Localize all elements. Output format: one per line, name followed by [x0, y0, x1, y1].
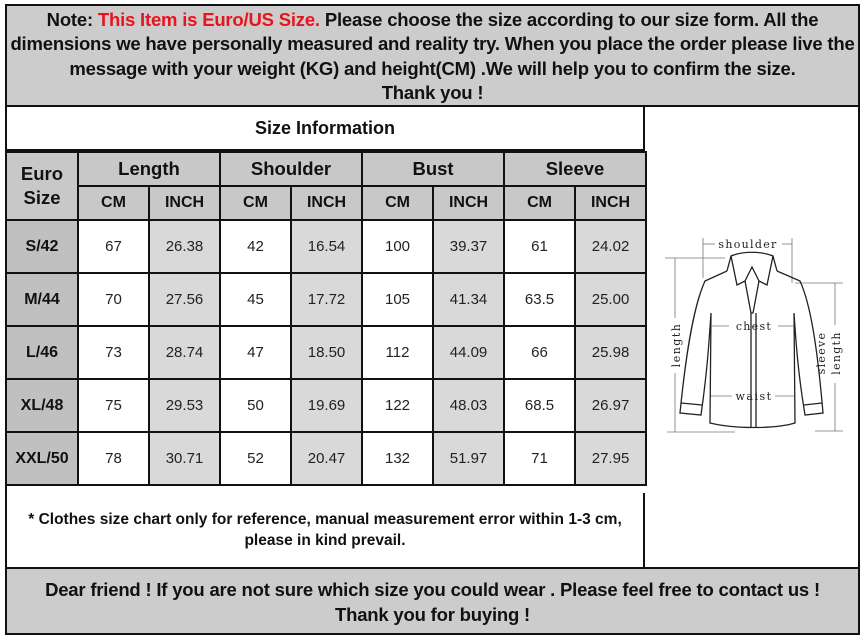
shoulder-cm-cell: 47	[220, 326, 291, 379]
bust-inch-cell: 44.09	[433, 326, 504, 379]
bust-cm-cell: 122	[362, 379, 433, 432]
size-cell: L/46	[7, 326, 78, 379]
size-cell: XXL/50	[7, 432, 78, 485]
footnote	[7, 493, 645, 567]
sleeve-inch-cell: 27.95	[575, 432, 646, 485]
group-header-sleeve: Sleeve	[504, 152, 646, 186]
contact-line-1: Dear friend ! If you are not sure which size you could wear . Please feel free to contact us !	[45, 579, 820, 600]
footnote-line-2: please in kind prevail.	[244, 532, 406, 549]
unit-header-inch: INCH	[149, 186, 220, 220]
length-cm-cell: 73	[78, 326, 149, 379]
sleeve-inch-cell: 26.97	[575, 379, 646, 432]
table-row	[7, 220, 646, 273]
unit-header-cm: CM	[78, 186, 149, 220]
footnote-line-1: * Clothes size chart only for reference, manual measurement error within 1-3 cm,	[28, 511, 622, 528]
euro-label: Euro	[20, 163, 64, 184]
size-cell: M/44	[7, 273, 78, 326]
size-table	[7, 151, 647, 486]
unit-header-cm: CM	[362, 186, 433, 220]
shirt-measurement-icon	[665, 233, 845, 433]
table-row	[7, 379, 646, 432]
unit-header-inch: INCH	[575, 186, 646, 220]
bust-cm-cell: 100	[362, 220, 433, 273]
sleeve-inch-cell: 24.02	[575, 220, 646, 273]
shoulder-label: shoulder	[718, 238, 778, 251]
shoulder-cm-cell: 42	[220, 220, 291, 273]
sleeve-cm-cell: 63.5	[504, 273, 575, 326]
shirt-diagram	[647, 107, 858, 567]
size-information-section	[7, 107, 858, 567]
table-row	[7, 326, 646, 379]
chest-label: chest	[735, 320, 773, 333]
bust-inch-cell: 41.34	[433, 273, 504, 326]
shoulder-inch-cell: 19.69	[291, 379, 362, 432]
group-header-length: Length	[78, 152, 220, 186]
note-thanks: Thank you !	[381, 81, 484, 103]
length-inch-cell: 29.53	[149, 379, 220, 432]
size-cell: S/42	[7, 220, 78, 273]
length-cm-cell: 78	[78, 432, 149, 485]
group-header-bust: Bust	[362, 152, 504, 186]
length-cm-cell: 70	[78, 273, 149, 326]
shoulder-inch-cell: 20.47	[291, 432, 362, 485]
length-inch-cell: 27.56	[149, 273, 220, 326]
size-chart-frame	[5, 4, 860, 635]
sleeve-cm-cell: 71	[504, 432, 575, 485]
sleeve-cm-cell: 66	[504, 326, 575, 379]
length-cm-cell: 75	[78, 379, 149, 432]
shoulder-cm-cell: 52	[220, 432, 291, 485]
size-cell: XL/48	[7, 379, 78, 432]
shoulder-inch-cell: 18.50	[291, 326, 362, 379]
contact-line-2: Thank you for buying !	[335, 603, 530, 625]
bust-cm-cell: 105	[362, 273, 433, 326]
header-row-units	[7, 186, 646, 220]
table-row	[7, 432, 646, 485]
unit-header-cm: CM	[504, 186, 575, 220]
shoulder-inch-cell: 17.72	[291, 273, 362, 326]
note-prefix: Note:	[46, 9, 98, 30]
sleeve-label: sleeve	[815, 331, 828, 375]
length-inch-cell: 30.71	[149, 432, 220, 485]
note-text: Please choose the size according to our size form. All the dimensions we have personally measured and reality try. When you place the order please live the message with your weight (KG) and height(CM) .We will help you to confirm the size.	[10, 9, 855, 79]
shoulder-inch-cell: 16.54	[291, 220, 362, 273]
sleeve-length-label: length	[830, 331, 843, 375]
waist-label: waist	[735, 390, 773, 403]
shoulder-cm-cell: 45	[220, 273, 291, 326]
table-row	[7, 273, 646, 326]
sleeve-inch-cell: 25.00	[575, 273, 646, 326]
bust-inch-cell: 51.97	[433, 432, 504, 485]
group-header-shoulder: Shoulder	[220, 152, 362, 186]
sleeve-inch-cell: 25.98	[575, 326, 646, 379]
unit-header-inch: INCH	[291, 186, 362, 220]
bust-cm-cell: 132	[362, 432, 433, 485]
length-label: length	[670, 322, 683, 368]
shoulder-cm-cell: 50	[220, 379, 291, 432]
note-highlight: This Item is Euro/US Size.	[97, 9, 320, 30]
bust-inch-cell: 39.37	[433, 220, 504, 273]
bust-inch-cell: 48.03	[433, 379, 504, 432]
length-cm-cell: 67	[78, 220, 149, 273]
header-row-groups	[7, 152, 646, 186]
sleeve-cm-cell: 68.5	[504, 379, 575, 432]
unit-header-inch: INCH	[433, 186, 504, 220]
bust-cm-cell: 112	[362, 326, 433, 379]
unit-header-cm: CM	[220, 186, 291, 220]
size-label: Size	[23, 187, 61, 208]
euro-size-header	[7, 152, 78, 220]
length-inch-cell: 28.74	[149, 326, 220, 379]
note-banner	[7, 6, 858, 107]
size-table-title: Size Information	[7, 107, 645, 151]
length-inch-cell: 26.38	[149, 220, 220, 273]
contact-banner	[7, 567, 858, 633]
sleeve-cm-cell: 61	[504, 220, 575, 273]
